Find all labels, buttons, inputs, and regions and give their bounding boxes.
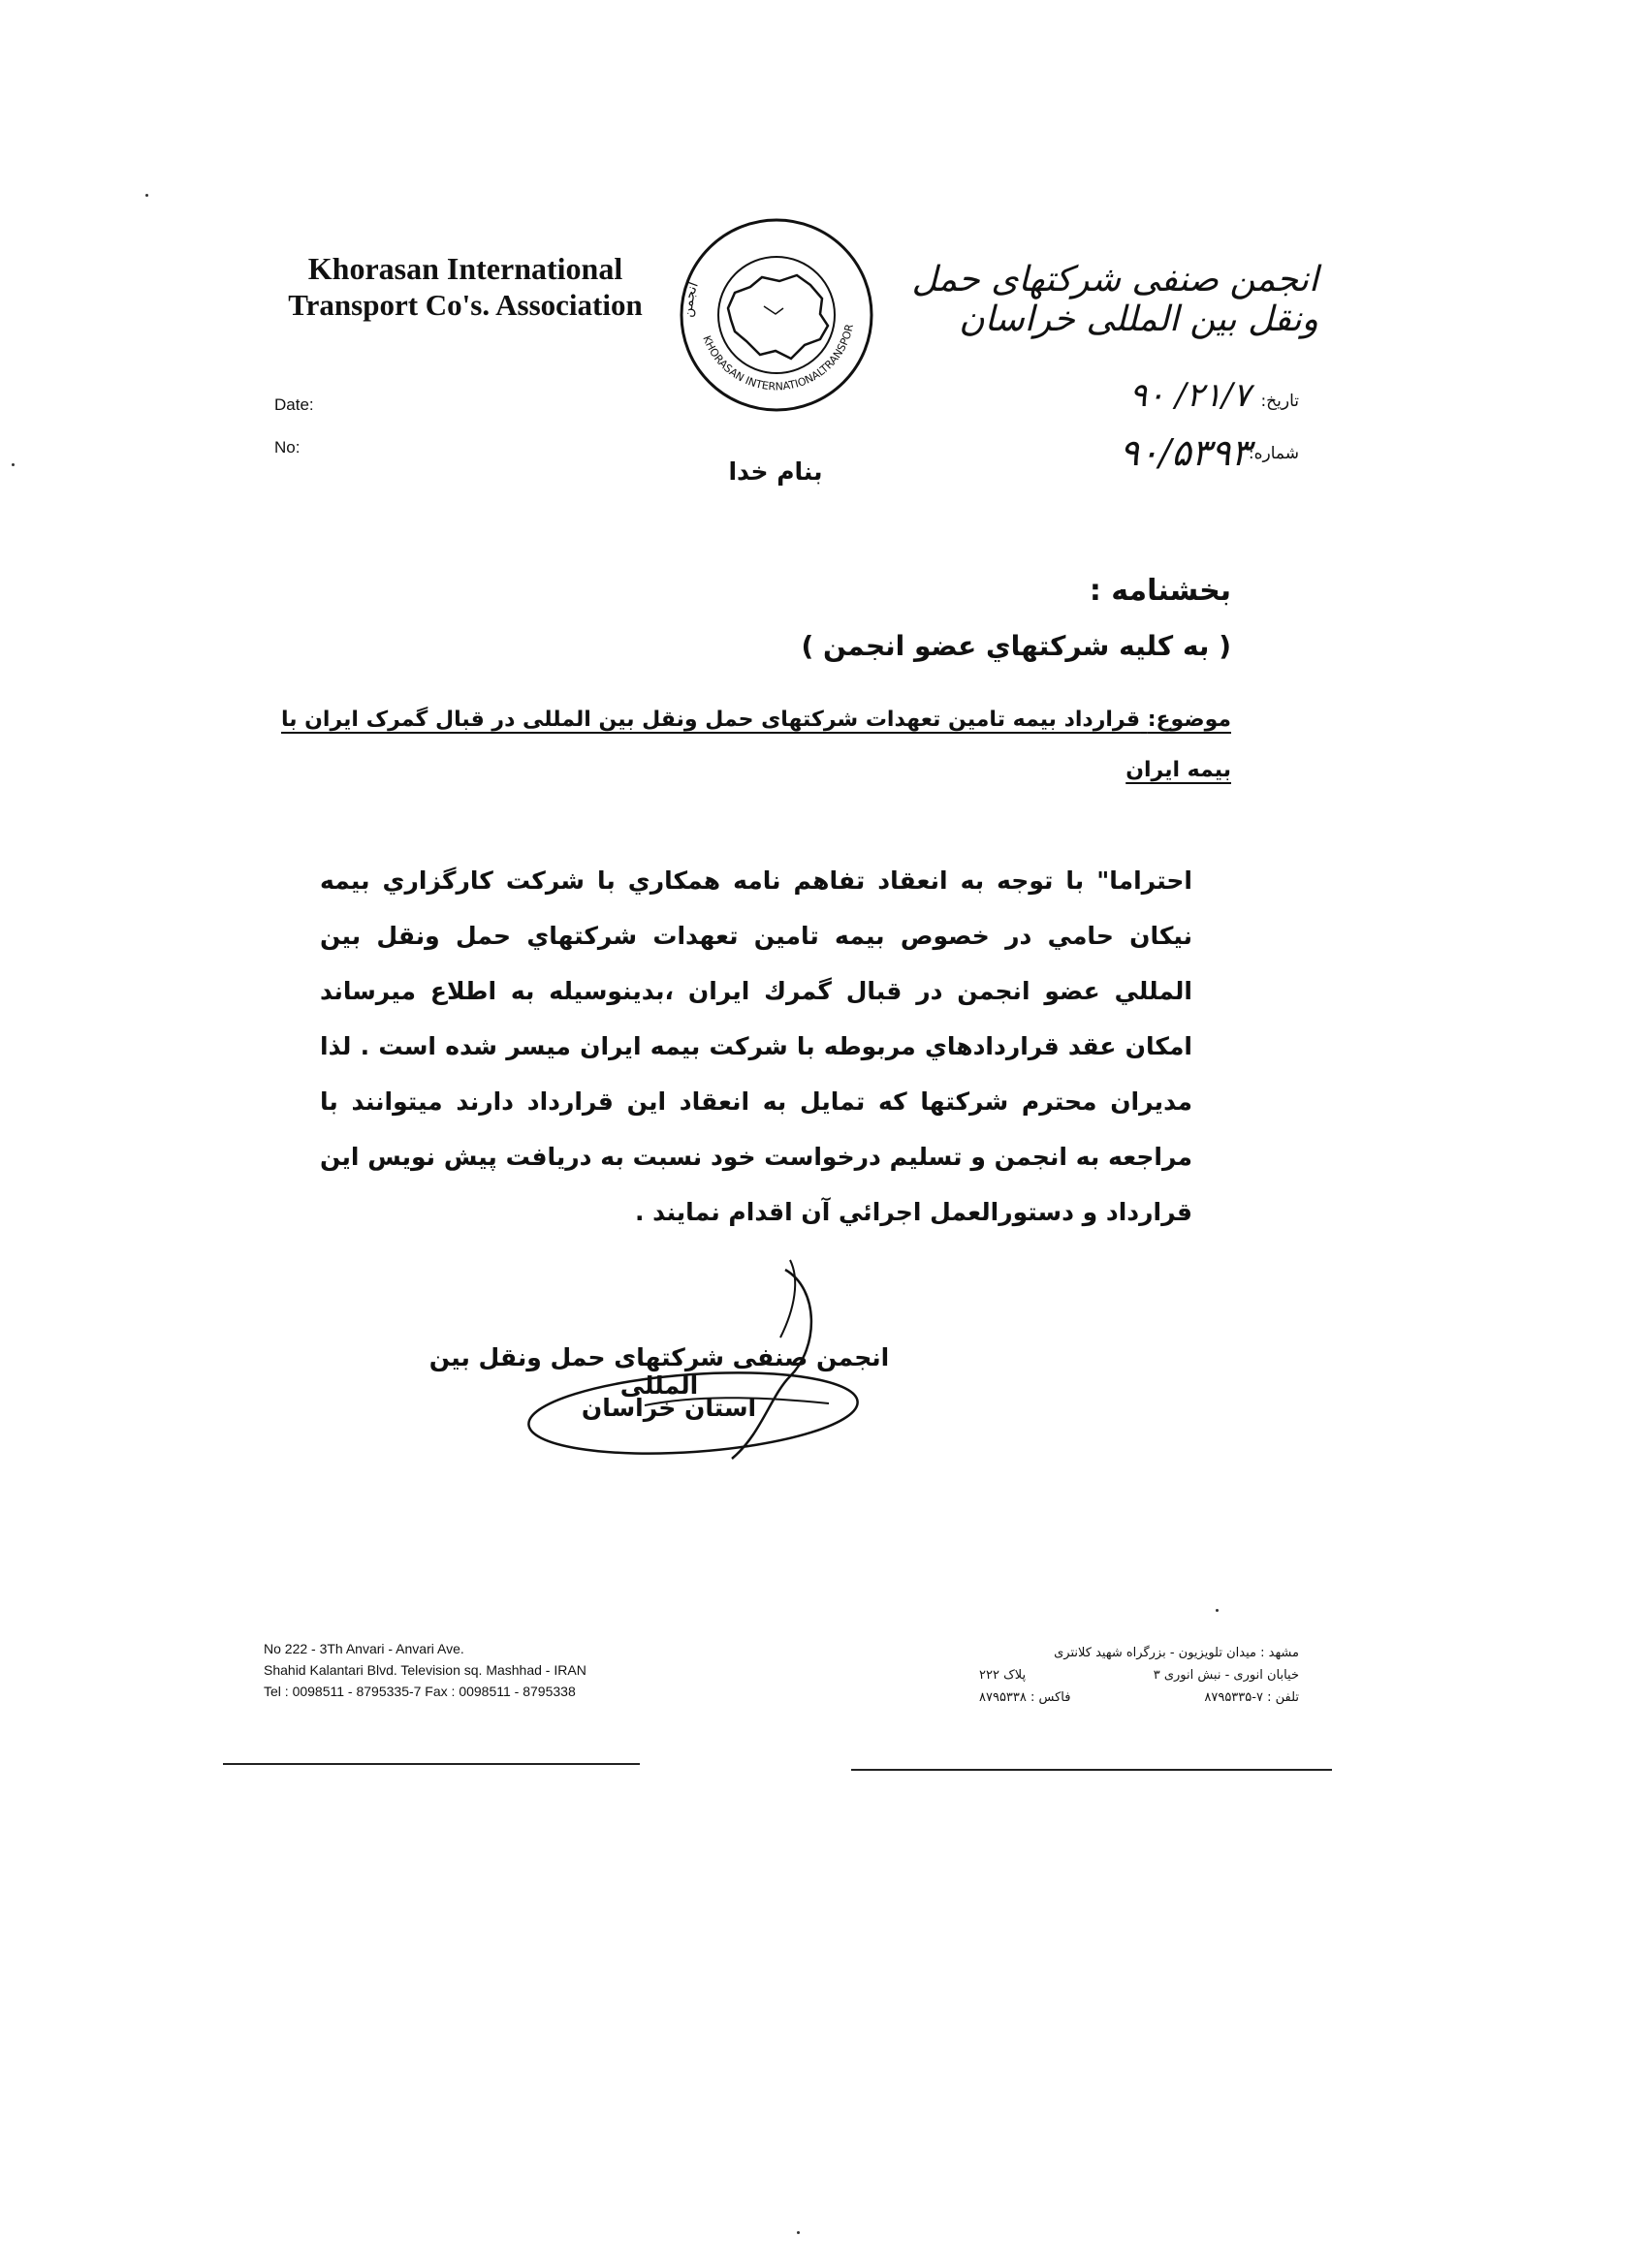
scan-speck [145, 194, 148, 197]
subject-text: قرارداد بیمه تامین تعهدات شرکتهای حمل ونقل بین المللی در قبال گمرک ایران با بیمه ایران [280, 708, 1231, 782]
association-seal [675, 213, 878, 417]
footer-address-fa-line3 [979, 1686, 1299, 1709]
number-label-fa: شماره: [1248, 444, 1299, 463]
date-label-fa: تاریخ: [1260, 392, 1299, 411]
circular-title: بخشنامه : [1089, 574, 1231, 608]
footer-divider-left [223, 1763, 640, 1765]
footer-divider-right [851, 1769, 1332, 1771]
footer-address-fa-line2 [979, 1664, 1299, 1686]
seal-text-en: KHORASAN INTERNATIONALTRANSPOR [700, 323, 856, 394]
org-name-en-line2: Transport Co's. Association [288, 288, 643, 323]
letter-body: احتراما" با توجه به انعقاد تفاهم نامه همكاري با شركت كارگزاري بيمه نيكان حامي در خصوص بيمه تامين تعهدات شركتهاي حمل ونقل بين المللي عضو انجمن در قبال گمرك ايران ،بدينوسيله به اطلاع ميرساند امكان عقد قراردادهاي مربوطه با شركت بيمه ايران ميسر شده است . لذا مديران محترم شركتها كه تمايل به انعقاد اين قرارداد دارند ميتوانند با مراجعه به انجمن و تسليم درخواست خود نسبت به دريافت پيش نويس اين قرارداد و دستورالعمل اجرائي آن اقدام نمايند . [320, 866, 1192, 1226]
footer-address-en-line1: No 222 - 3Th Anvari - Anvari Ave. [264, 1641, 464, 1656]
footer-fa-fax: فاکس : ۸۷۹۵۳۳۸ [979, 1690, 1071, 1705]
footer-fa-plaque: پلاک ۲۲۲ [979, 1668, 1027, 1683]
svg-text:انجمن صنفی شرکتهای حمل ونقل بی [675, 213, 702, 318]
date-label-en: Date: [274, 395, 314, 414]
org-name-en-line1: Khorasan International [307, 251, 623, 286]
signature-organization: انجمن صنفی شرکتهای حمل ونقل بین المللی [428, 1343, 890, 1400]
scan-speck [1216, 1609, 1219, 1612]
seal-text-fa: انجمن [680, 279, 702, 319]
letter-number-value: ۹۰/۵۳۹۳ [1119, 431, 1251, 474]
scan-speck [797, 2231, 800, 2234]
svg-text:KHORASAN INTERNATIONALTRANSPOR [675, 213, 856, 393]
footer-address-en-line3: Tel : 0098511 - 8795335-7 Fax : 0098511 - 8795338 [264, 1684, 576, 1699]
basmala: بنام خدا [728, 457, 823, 486]
scan-speck [12, 463, 15, 466]
footer-fa-city: مشهد : میدان تلویزیون - بزرگراه شهید کلانتری [1054, 1646, 1299, 1660]
footer-address-en [264, 1638, 710, 1702]
footer-fa-street: خیابان انوری - نبش انوری ۳ [1153, 1668, 1299, 1683]
org-name-en [262, 250, 669, 324]
seal-icon [675, 213, 878, 417]
footer-address-fa-line1 [979, 1642, 1299, 1664]
footer-address-fa [979, 1642, 1299, 1709]
footer-address-en-line2: Shahid Kalantari Blvd. Television sq. Mashhad - IRAN [264, 1662, 586, 1678]
org-name-fa: انجمن صنفی شرکتهای حمل ونقل بین المللی خراسان [911, 260, 1318, 339]
addressee: ( به كليه شركتهاي عضو انجمن ) [801, 630, 1231, 662]
number-label-en: No: [274, 438, 301, 457]
date-value: ۲۱/۷/ ۹۰ [1128, 376, 1251, 415]
subject-line [271, 695, 1231, 796]
signature-province: استان خراسان [581, 1394, 757, 1422]
subject-label: موضوع: [1147, 708, 1231, 732]
footer-fa-phone: تلفن : ۷-۸۷۹۵۳۳۵ [1204, 1690, 1299, 1705]
